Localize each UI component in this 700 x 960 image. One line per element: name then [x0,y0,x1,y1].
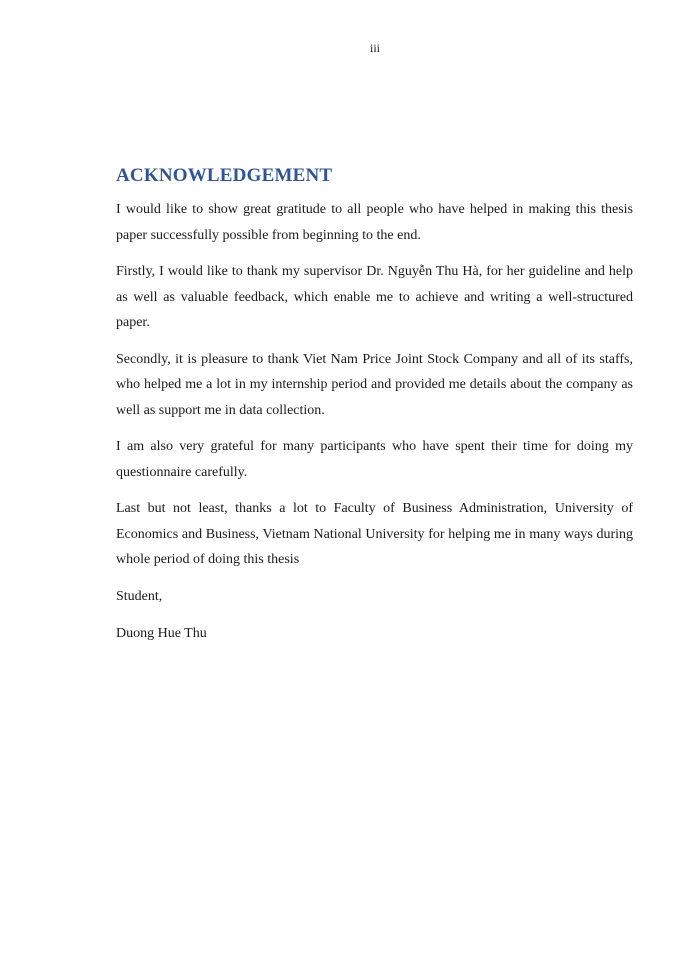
paragraph-gratitude: I would like to show great gratitude to all people who have helped in making this thesis paper successfully possible from beginning to the end. [116,202,633,243]
section-title: ACKNOWLEDGEMENT [116,165,333,186]
paragraph-participants: I am also very grateful for many participants who have spent their time for doing my questionnaire carefully. [116,439,633,480]
author-name: Duong Hue Thu [116,625,207,641]
paragraph-supervisor: Firstly, I would like to thank my supervisor Dr. Nguyễn Thu Hà, for her guideline and help as well as valuable feedback, which enable me to achieve and writing a well-structured paper. [116,264,633,330]
acknowledgement-section [116,164,633,658]
closing-salutation: Student, [116,588,163,604]
paragraph-faculty: Last but not least, thanks a lot to Faculty of Business Administration, University of Economics and Business, Vietnam National University for helping me in many ways during whole period of doing this thesis [116,501,633,567]
page-number: iii [369,41,380,55]
paragraph-company: Secondly, it is pleasure to thank Viet Nam Price Joint Stock Company and all of its staffs, who helped me a lot in my internship period and provided me details about the company as well as support me in data collection. [116,351,633,418]
